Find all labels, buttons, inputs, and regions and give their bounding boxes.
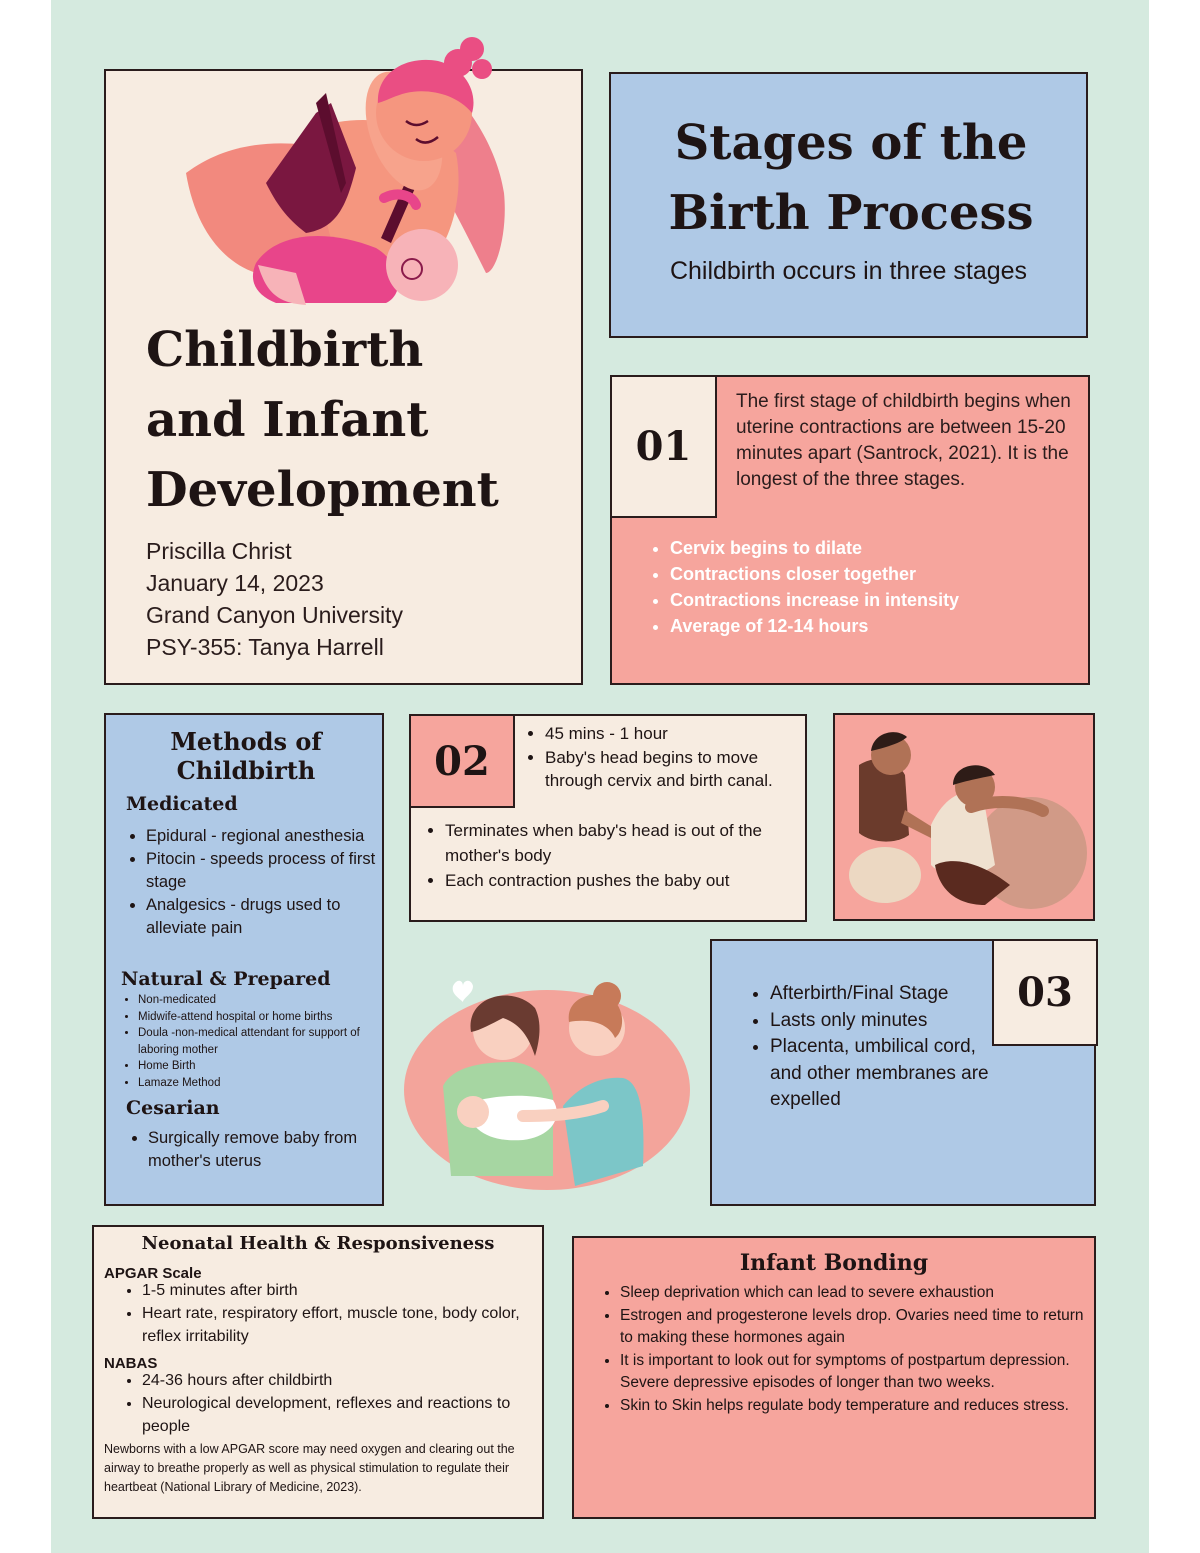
- stage2-top-list: [525, 722, 815, 793]
- list-item: • Skin to Skin helps regulate body temperature and reduces stress.: [620, 1395, 1090, 1418]
- natural-list: [120, 992, 390, 1091]
- stage2-number: 02: [409, 714, 515, 808]
- list-item: • Contractions closer together: [670, 561, 990, 587]
- list-item: • Doula -non-medical attendant for support of laboring mother: [138, 1025, 390, 1058]
- list-item: • Placenta, umbilical cord, and other membranes are expelled: [770, 1034, 995, 1114]
- list-item: • Contractions increase in intensity: [670, 587, 990, 613]
- nabas-list: [122, 1369, 542, 1438]
- stage1-card: [610, 375, 1090, 685]
- stages-header-card: [609, 72, 1088, 338]
- stages-title: Stages of the Birth Process: [668, 115, 1034, 241]
- medicated-heading: Medicated: [126, 793, 238, 815]
- stages-subtitle: Childbirth occurs in three stages: [669, 257, 1028, 285]
- nabas-heading: NABAS: [104, 1355, 158, 1372]
- list-item: • Non-medicated: [138, 992, 390, 1009]
- bonding-title: Infant Bonding: [739, 1250, 929, 1276]
- cesarian-heading: Cesarian: [126, 1097, 220, 1119]
- stage2-bottom-list: [425, 818, 815, 893]
- list-item: • Pitocin - speeds process of first stage: [146, 848, 386, 894]
- natural-heading: Natural & Prepared: [121, 968, 331, 990]
- poster-title: Childbirth and Infant Development: [146, 322, 499, 518]
- list-item: • Terminates when baby's head is out of the mother's body: [445, 818, 815, 868]
- list-item: • Analgesics - drugs used to alleviate pain: [146, 894, 386, 940]
- course-name: PSY-355: Tanya Harrell: [146, 634, 384, 660]
- list-item: • Midwife-attend hospital or home births: [138, 1009, 390, 1026]
- list-item: • Estrogen and progesterone levels drop. Ovaries need time to return to making these hormones again: [620, 1305, 1090, 1350]
- list-item: • Sleep deprivation which can lead to severe exhaustion: [620, 1282, 1090, 1305]
- breastfeeding-mother-illustration: [166, 33, 526, 311]
- list-item: • 24-36 hours after childbirth: [142, 1369, 542, 1392]
- title-card: [104, 69, 583, 685]
- neonatal-note: Newborns with a low APGAR score may need oxygen and clearing out the airway to breathe properly as well as physical stimulation to regulate their heartbeat (National Library of Medicine, 2023).: [104, 1442, 515, 1494]
- methods-title: Methods of Childbirth: [170, 727, 322, 785]
- list-item: • Afterbirth/Final Stage: [770, 981, 995, 1008]
- list-item: • Average of 12-14 hours: [670, 613, 990, 639]
- poster-date: January 14, 2023: [146, 570, 324, 596]
- author-name: Priscilla Christ: [146, 538, 292, 564]
- stage1-description: The first stage of childbirth begins when uterine contractions are between 15-20 minutes apart (Santrock, 2021). It is the longest of the three stages.: [736, 391, 1071, 490]
- stage3-list: [750, 981, 995, 1114]
- bonding-list: [600, 1282, 1090, 1417]
- list-item: • Neurological development, reflexes and reactions to people: [142, 1392, 542, 1438]
- stage1-number: 01: [610, 375, 717, 518]
- stage3-card: [710, 939, 1096, 1206]
- bonding-card: [572, 1236, 1096, 1519]
- list-item: • It is important to look out for symptoms of postpartum depression. Severe depressive episodes of longer than two weeks.: [620, 1350, 1090, 1395]
- list-item: • Lasts only minutes: [770, 1008, 995, 1035]
- list-item: • Baby's head begins to move through cervix and birth canal.: [545, 746, 815, 793]
- neonatal-title: Neonatal Health & Responsiveness: [141, 1233, 495, 1254]
- stage1-bullet-list: [650, 535, 990, 639]
- list-item: • 45 mins - 1 hour: [545, 722, 815, 746]
- apgar-heading: APGAR Scale: [104, 1265, 202, 1282]
- list-item: • 1-5 minutes after birth: [142, 1279, 542, 1302]
- birthing-ball-card: [833, 713, 1095, 921]
- list-item: • Surgically remove baby from mother's uterus: [148, 1127, 378, 1173]
- list-item: • Lamaze Method: [138, 1075, 390, 1092]
- stage2-card: [409, 714, 807, 922]
- medicated-list: [126, 825, 386, 940]
- cesarian-list: [128, 1127, 378, 1173]
- list-item: • Heart rate, respiratory effort, muscle tone, body color, reflex irritability: [142, 1302, 542, 1348]
- list-item: • Cervix begins to dilate: [670, 535, 990, 561]
- methods-card: [104, 713, 384, 1206]
- list-item: • Each contraction pushes the baby out: [445, 868, 815, 893]
- apgar-list: [122, 1279, 542, 1348]
- mother-nurse-newborn-illustration: [403, 966, 691, 1190]
- neonatal-card: [92, 1225, 544, 1519]
- school-name: Grand Canyon University: [146, 602, 403, 628]
- birthing-ball-support-illustration: [835, 715, 1093, 919]
- stage3-number: 03: [992, 939, 1098, 1046]
- list-item: • Home Birth: [138, 1058, 390, 1075]
- list-item: • Epidural - regional anesthesia: [146, 825, 386, 848]
